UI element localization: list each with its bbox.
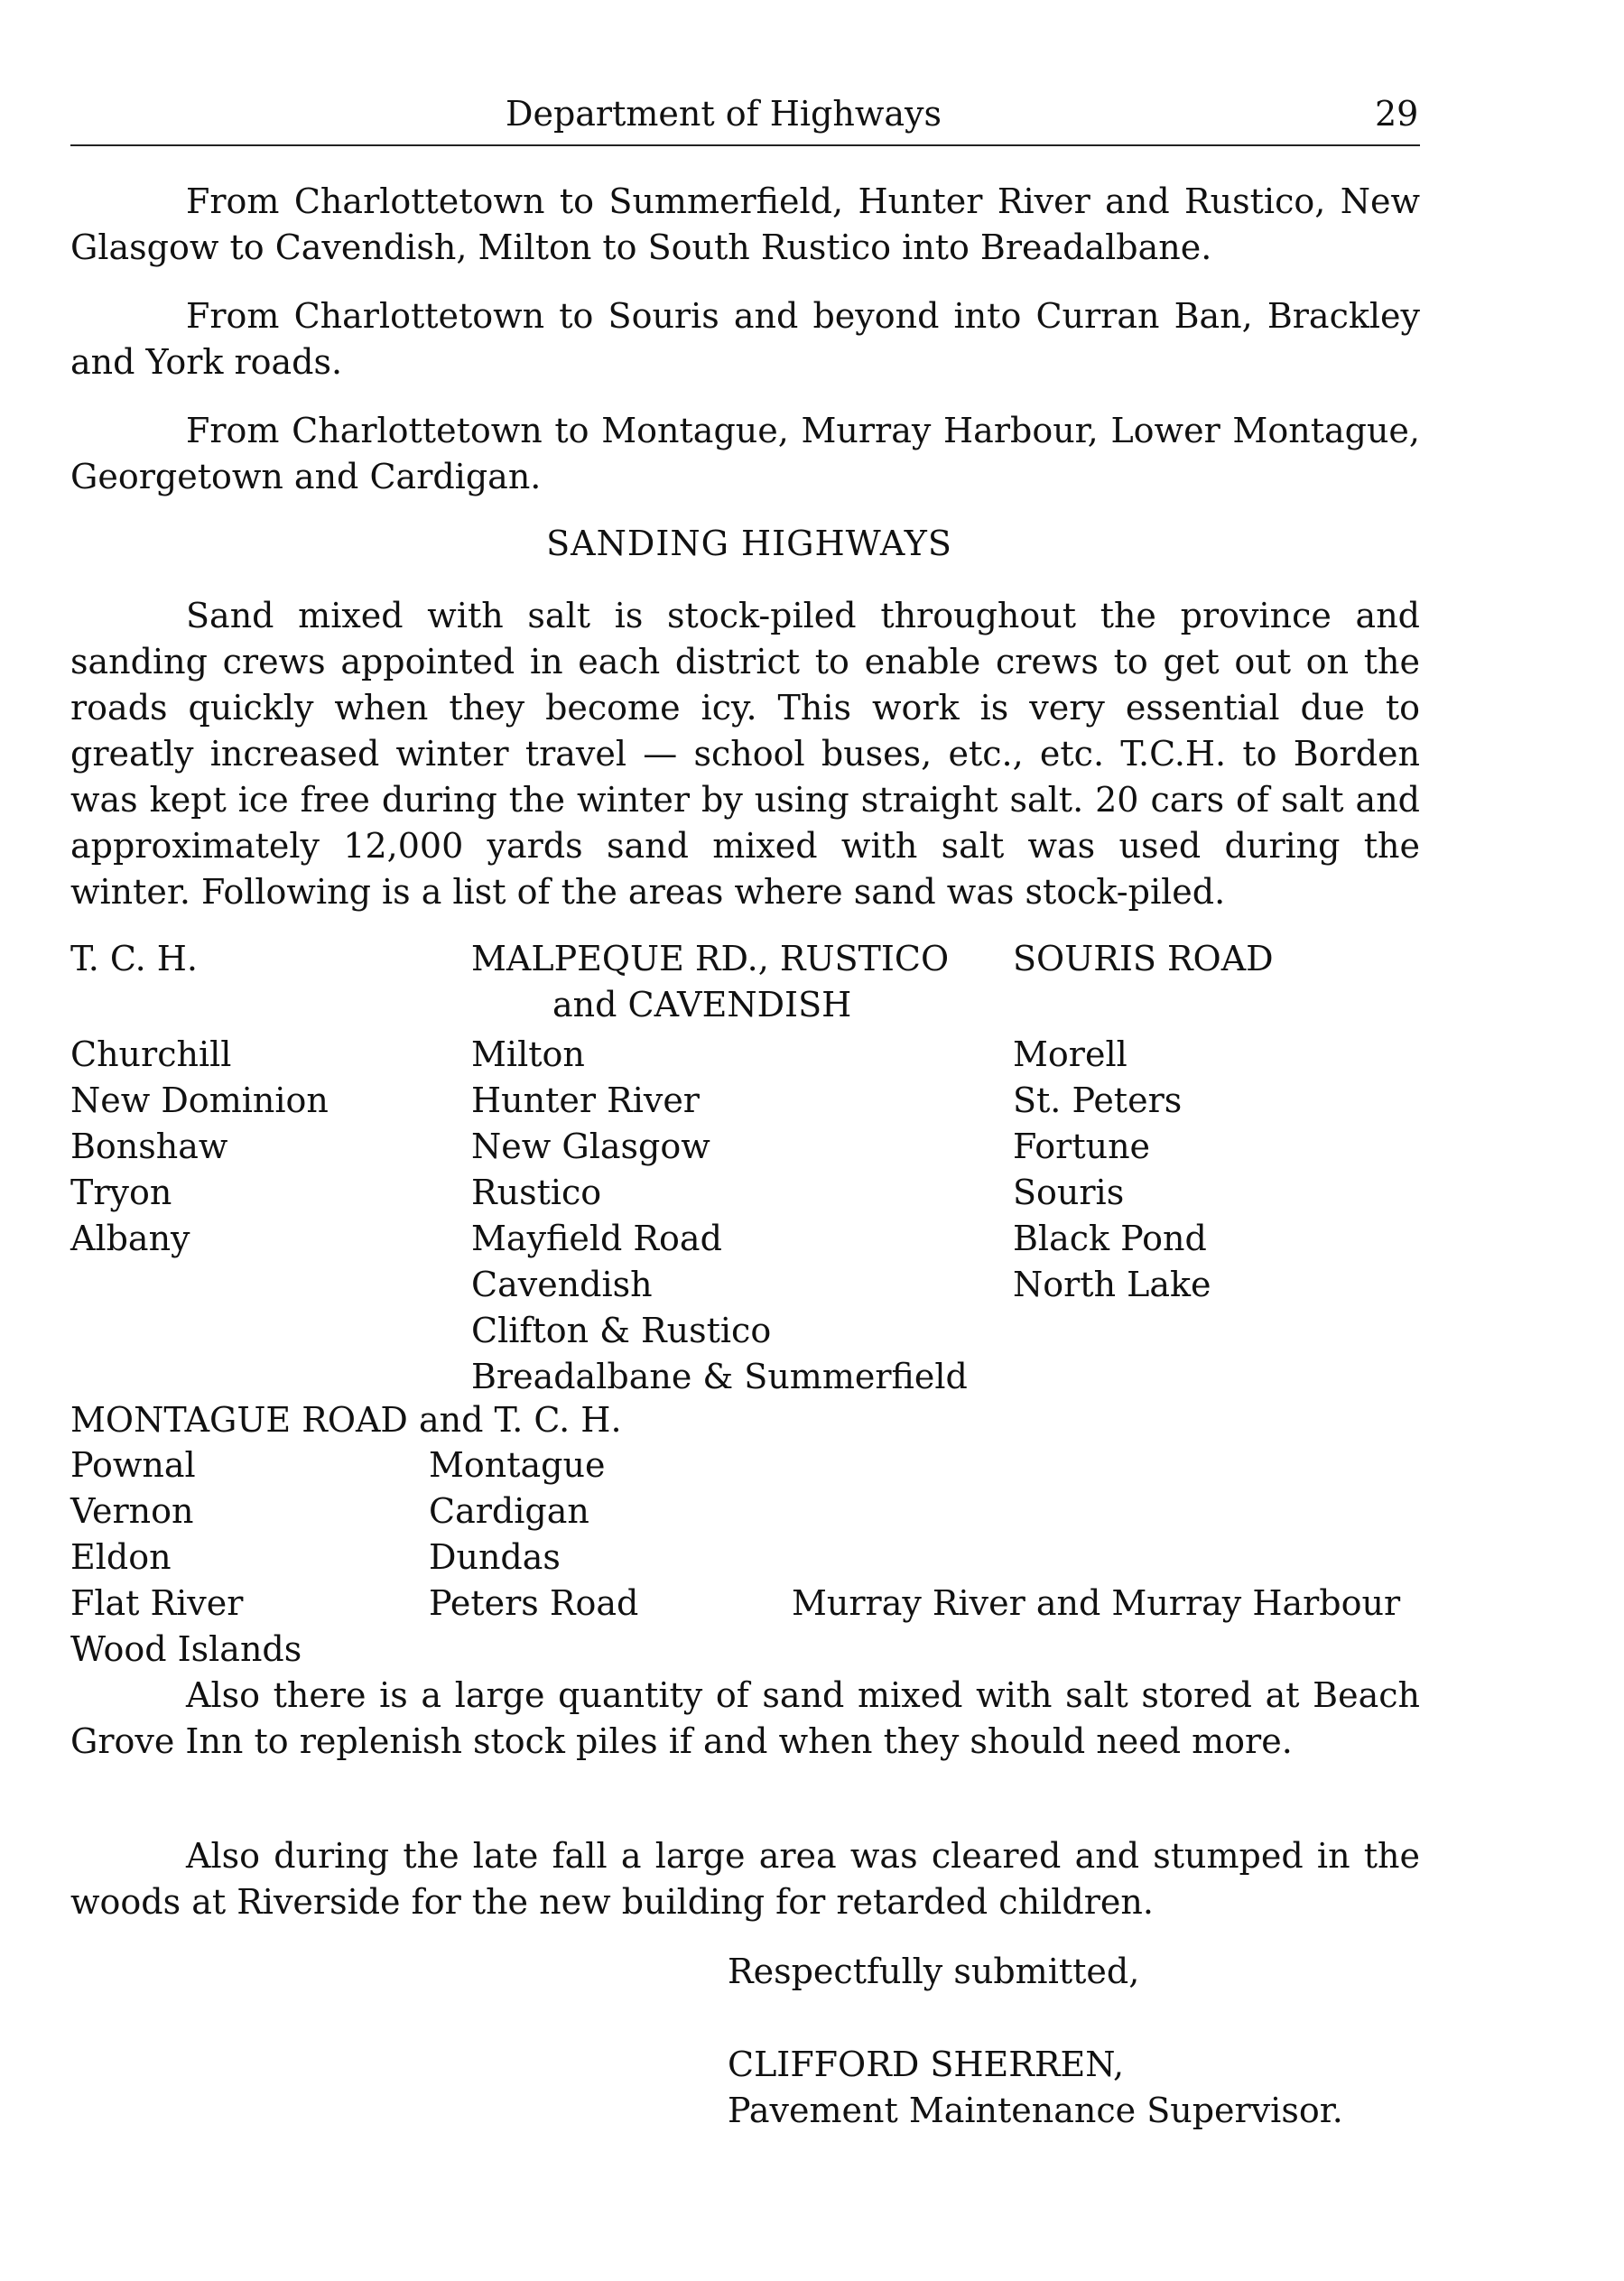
list-item: Tryon <box>70 1173 172 1212</box>
list-item: Dundas <box>429 1537 561 1577</box>
souris-area-list <box>1013 1032 1211 1308</box>
list-item: St. Peters <box>1013 1080 1183 1120</box>
list-item: Mayfield Road <box>471 1219 722 1258</box>
tch-area-list <box>70 1032 329 1262</box>
list-item: New Dominion <box>70 1080 329 1120</box>
section-heading: SANDING HIGHWAYS <box>546 524 952 563</box>
list-item: Black Pond <box>1013 1219 1207 1258</box>
list-item: Hunter River <box>471 1080 700 1120</box>
closing-paragraph-1: Also there is a large quantity of sand mixed with salt stored at Beach Grove Inn to replenish stock piles if and when they should need more. <box>70 1675 1420 1761</box>
intro-paragraph-2: From Charlottetown to Souris and beyond into Curran Ban, Brackley and York roads. <box>70 296 1420 382</box>
list-item: Rustico <box>471 1173 602 1212</box>
list-item: Bonshaw <box>70 1127 228 1166</box>
list-item: Albany <box>70 1219 190 1258</box>
signatory-title: Pavement Maintenance Supervisor. <box>728 2091 1343 2130</box>
murray-area-item: Murray River and Murray Harbour <box>792 1583 1401 1623</box>
list-item: Cardigan <box>429 1491 589 1531</box>
running-header-title: Department of Highways <box>506 94 942 134</box>
list-item: Flat River <box>70 1583 244 1623</box>
malpeque-area-list <box>471 1032 968 1400</box>
list-item: Cavendish <box>471 1265 653 1304</box>
list-item: Morell <box>1013 1034 1128 1074</box>
header-rule <box>70 144 1420 146</box>
list-item: Milton <box>471 1034 585 1074</box>
column-heading-tch: T. C. H. <box>70 939 199 978</box>
list-item: Churchill <box>70 1034 232 1074</box>
montague-area-list-2 <box>429 1442 638 1627</box>
page-number: 29 <box>1375 94 1419 134</box>
column-heading-malpeque-line2: and CAVENDISH <box>552 985 852 1025</box>
list-item: Fortune <box>1013 1127 1151 1166</box>
list-item: Clifton & Rustico <box>471 1311 772 1350</box>
list-item: Wood Islands <box>70 1629 302 1669</box>
salutation: Respectfully submitted, <box>728 1952 1140 1991</box>
montague-area-list-1 <box>70 1442 302 1673</box>
intro-paragraph-3: From Charlottetown to Montague, Murray Harbour, Lower Montague, Georgetown and Cardigan. <box>70 411 1420 496</box>
list-item: Pownal <box>70 1445 196 1485</box>
column-heading-souris: SOURIS ROAD <box>1013 939 1274 978</box>
list-item: Breadalbane & Summerfield <box>471 1357 968 1396</box>
list-item: Eldon <box>70 1537 172 1577</box>
list-item: Peters Road <box>429 1583 639 1623</box>
list-item: North Lake <box>1013 1265 1211 1304</box>
list-item: Montague <box>429 1445 606 1485</box>
list-item: New Glasgow <box>471 1127 710 1166</box>
list-item: Vernon <box>70 1491 194 1531</box>
list-item: Souris <box>1013 1173 1125 1212</box>
section-paragraph: Sand mixed with salt is stock-piled throughout the province and sanding crews appointed in each district to enable crews to get out on the roads quickly when they become icy. This work is very essential due to greatly increased winter travel — school buses, etc., etc. T.C.H. to Borden was kept ice free during the winter by using straight salt. 20 cars of salt and approximately 12,000 yards sand mixed with salt was used during the winter. Following is a list of the areas where sand was stock-piled. <box>70 596 1420 912</box>
column-heading-montague: MONTAGUE ROAD and T. C. H. <box>70 1400 622 1440</box>
intro-paragraph-1: From Charlottetown to Summerfield, Hunter River and Rustico, New Glasgow to Cavendish, Milton to South Rustico into Breadalbane. <box>70 181 1420 267</box>
column-heading-malpeque: MALPEQUE RD., RUSTICO <box>471 939 950 978</box>
closing-paragraph-2: Also during the late fall a large area was cleared and stumped in the woods at Riverside for the new building for retarded children. <box>70 1836 1420 1922</box>
signatory-name: CLIFFORD SHERREN, <box>728 2045 1125 2084</box>
